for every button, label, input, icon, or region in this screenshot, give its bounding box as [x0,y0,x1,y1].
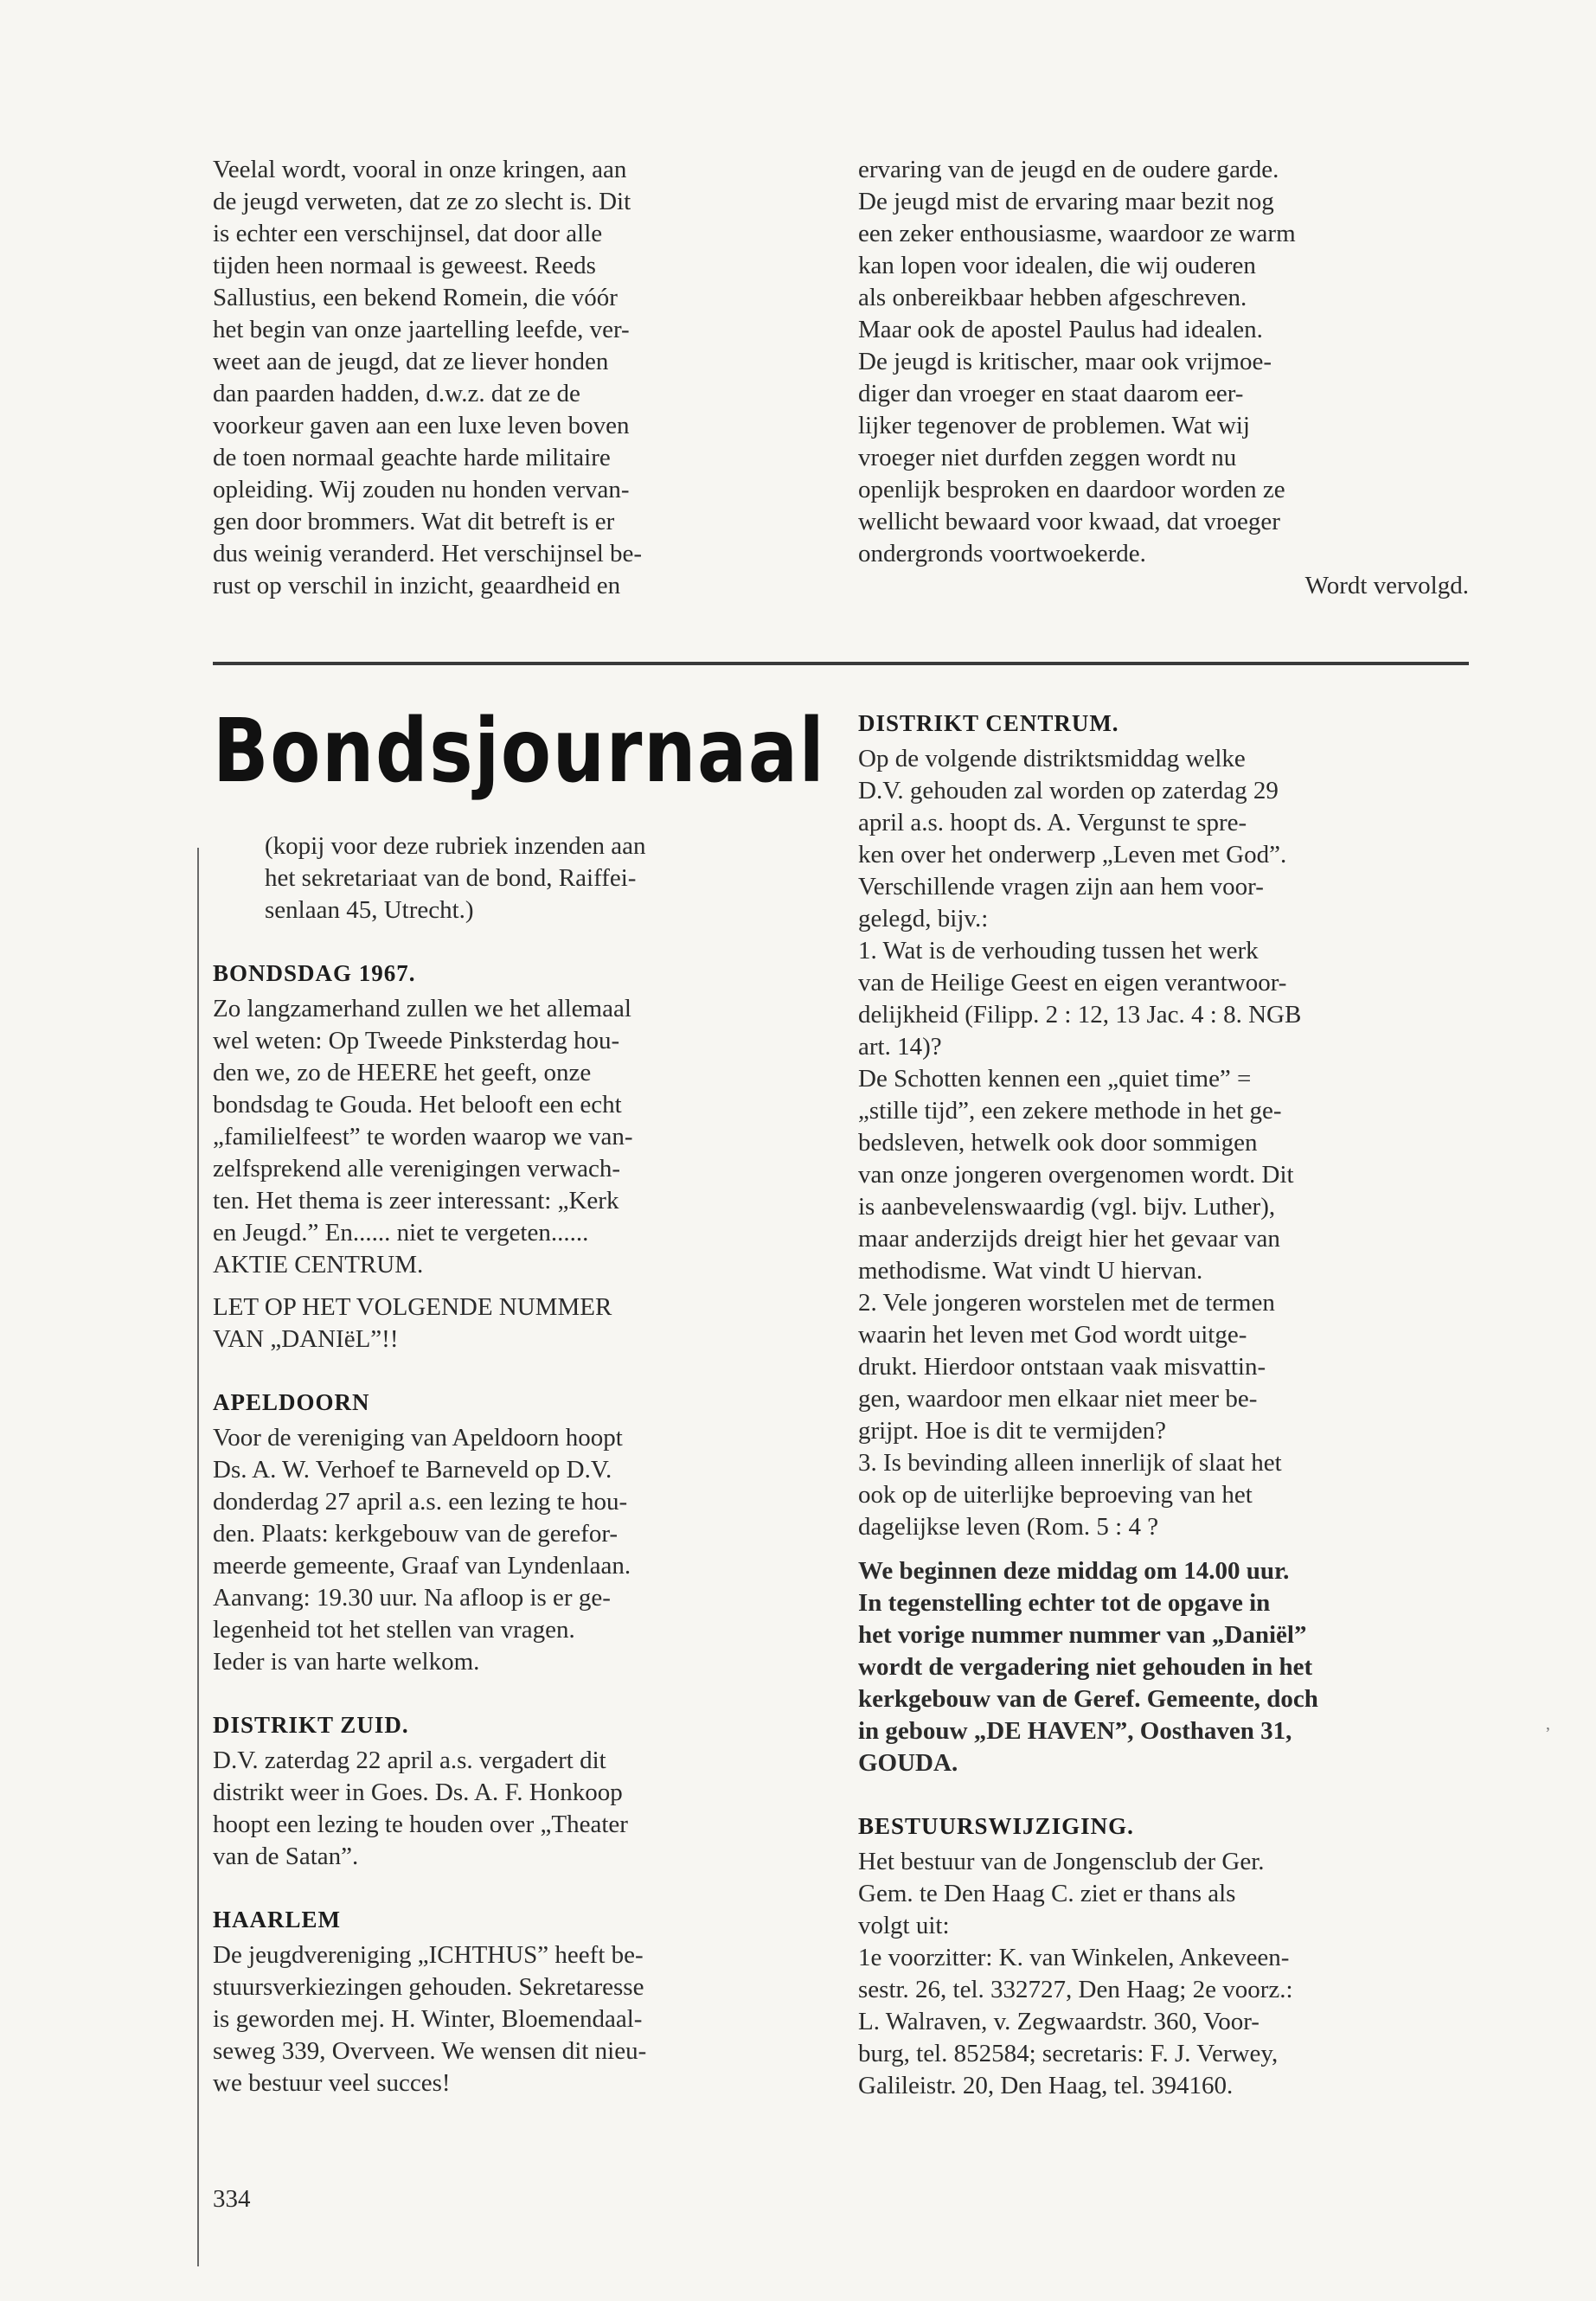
text-line: D.V. zaterdag 22 april a.s. vergadert dit [213,1747,606,1774]
text-line: delijkheid (Filipp. 2 : 12, 13 Jac. 4 : 8. NGB [858,1001,1302,1029]
text-line: burg, tel. 852584; secretaris: F. J. Verwey, [858,2040,1279,2067]
text-line: gelegd, bijv.: [858,905,989,933]
text-line: is aanbevelenswaardig (vgl. bijv. Luther), [858,1193,1276,1221]
text-line: De Schotten kennen een „quiet time” = [858,1065,1252,1093]
text-line: Verschillende vragen zijn aan hem voor- [858,873,1264,901]
text-line: wellicht bewaard voor kwaad, dat vroeger [858,508,1280,535]
text-line: tijden heen normaal is geweest. Reeds [213,252,596,279]
text-line: het begin van onze jaartelling leefde, ver- [213,316,630,343]
text-line: distrikt weer in Goes. Ds. A. F. Honkoop [213,1779,623,1806]
text-line: senlaan 45, Utrecht.) [265,896,474,924]
text-line: maar anderzijds dreigt hier het gevaar van [858,1225,1280,1253]
text-line: Veelal wordt, vooral in onze kringen, aan [213,156,627,183]
text-line: Zo langzamerhand zullen we het allemaal [213,995,631,1022]
text-line: donderdag 27 april a.s. een lezing te hou- [213,1488,628,1516]
text-line: gen door brommers. Wat dit betreft is er [213,508,615,535]
text-line: we bestuur veel succes! [213,2069,451,2097]
text-line: vroeger niet durfden zeggen wordt nu [858,444,1237,471]
text-line: en Jeugd.” En...... niet te vergeten...... [213,1219,589,1247]
text-line: wel weten: Op Tweede Pinksterdag hou- [213,1027,620,1054]
text-line: het sekretariaat van de bond, Raiffei- [265,864,637,892]
text-line: waarin het leven met God wordt uitge- [858,1321,1247,1349]
text-line: D.V. gehouden zal worden op zaterdag 29 [858,777,1279,804]
text-line: wordt de vergadering niet gehouden in het [858,1653,1313,1681]
text-line: dagelijkse leven (Rom. 5 : 4 ? [858,1513,1159,1541]
intro-note [213,830,824,926]
text-line: van onze jongeren overgenomen wordt. Dit [858,1161,1294,1189]
scan-speck: , [1546,1715,1550,1734]
text-line: Het bestuur van de Jongensclub der Ger. [858,1848,1265,1875]
text-line: Sallustius, een bekend Romein, die vóór [213,284,618,311]
section-divider [213,662,1469,665]
text-line: weet aan de jeugd, dat ze liever honden [213,348,609,375]
section-heading-bestuurswijziging: BESTUURSWIJZIGING. [858,1813,1134,1839]
text-line: We beginnen deze middag om 14.00 uur. [858,1557,1290,1585]
text-line: AKTIE CENTRUM. [213,1251,424,1279]
text-line: van de Satan”. [213,1843,359,1870]
text-line: 1. Wat is de verhouding tussen het werk [858,937,1259,965]
text-line: de toen normaal geachte harde militaire [213,444,611,471]
text-line: LET OP HET VOLGENDE NUMMER [213,1293,612,1321]
text-line: lijker tegenover de problemen. Wat wij [858,412,1250,439]
text-line: het vorige nummer nummer van „Daniël” [858,1621,1307,1649]
text-line: openlijk besproken en daardoor worden ze [858,476,1285,503]
text-line: dan paarden hadden, d.w.z. dat ze de [213,380,580,407]
text-line: kan lopen voor idealen, die wij ouderen [858,252,1256,279]
text-line: is echter een verschijnsel, dat door alle [213,220,603,247]
text-line: de jeugd verweten, dat ze zo slecht is. Dit [213,188,631,215]
text-line: Ds. A. W. Verhoef te Barneveld op D.V. [213,1456,612,1484]
text-line: stuursverkiezingen gehouden. Sekretaresse [213,1973,644,2001]
text-line: rust op verschil in inzicht, geaardheid en [213,572,621,599]
text-line: Aanvang: 19.30 uur. Na afloop is er ge- [213,1584,611,1612]
scan-margin-line [197,848,199,2266]
section-heading-distrikt-zuid: DISTRIKT ZUID. [213,1712,409,1738]
section-heading-apeldoorn: APELDOORN [213,1389,370,1415]
section-heading-bondsdag: BONDSDAG 1967. [213,960,416,986]
continued-note: Wordt vervolgd. [1304,572,1469,599]
text-line: (kopij voor deze rubriek inzenden aan [265,832,646,860]
page-number: 334 [213,2185,251,2213]
text-line: van de Heilige Geest en eigen verantwoor- [858,969,1287,997]
text-line: „stille tijd”, een zekere methode in het ge- [858,1097,1282,1125]
text-line: In tegenstelling echter tot de opgave in [858,1589,1271,1617]
text-line: De jeugdvereniging „ICHTHUS” heeft be- [213,1941,644,1969]
text-line: sestr. 26, tel. 332727, Den Haag; 2e voorz.: [858,1976,1293,2003]
text-line: methodisme. Wat vindt U hiervan. [858,1257,1203,1285]
section-heading-haarlem: HAARLEM [213,1907,341,1932]
text-line: gen, waardoor men elkaar niet meer be- [858,1385,1258,1413]
text-line: „familielfeest” te worden waarop we van- [213,1123,633,1150]
text-line: Maar ook de apostel Paulus had idealen. [858,316,1263,343]
text-line: Gem. te Den Haag C. ziet er thans als [858,1880,1236,1907]
text-line: opleiding. Wij zouden nu honden vervan- [213,476,630,503]
text-line: in gebouw „DE HAVEN”, Oosthaven 31, [858,1717,1292,1745]
text-line: legenheid tot het stellen van vragen. [213,1616,575,1644]
article-continuation-right [858,154,1469,602]
text-line: dus weinig veranderd. Het verschijnsel be- [213,540,643,567]
text-line: bedsleven, hetwelk ook door sommigen [858,1129,1258,1157]
masthead-title: Bondsjournaal [213,700,826,803]
meeting-notice [858,1555,1469,1779]
text-line: volgt uit: [858,1912,950,1939]
text-line: den we, zo de HEERE het geeft, onze [213,1059,592,1086]
text-line: art. 14)? [858,1033,942,1061]
text-line: is geworden mej. H. Winter, Bloemendaal- [213,2005,643,2033]
text-line: ken over het onderwerp „Leven met God”. [858,841,1287,868]
text-line: ervaring van de jeugd en de oudere garde. [858,156,1279,183]
section-heading-distrikt-centrum: DISTRIKT CENTRUM. [858,710,1119,736]
text-line: 2. Vele jongeren worstelen met de termen [858,1289,1275,1317]
text-line: VAN „DANIëL”!! [213,1325,399,1353]
text-line: 1e voorzitter: K. van Winkelen, Ankeveen- [858,1944,1290,1971]
text-line: L. Walraven, v. Zegwaardstr. 360, Voor- [858,2008,1259,2035]
text-line: ondergronds voortwoekerde. [858,540,1146,567]
text-line: De jeugd mist de ervaring maar bezit nog [858,188,1274,215]
text-line: als onbereikbaar hebben afgeschreven. [858,284,1247,311]
article-continuation-left [213,154,824,602]
text-line: grijpt. Hoe is dit te vermijden? [858,1417,1166,1445]
text-line: een zeker enthousiasme, waardoor ze warm [858,220,1296,247]
text-line: Voor de vereniging van Apeldoorn hoopt [213,1424,623,1452]
text-line: hoopt een lezing te houden over „Theater [213,1811,628,1838]
text-line: ook op de uiterlijke beproeving van het [858,1481,1253,1509]
text-line: drukt. Hierdoor ontstaan vaak misvattin- [858,1353,1266,1381]
text-line: ten. Het thema is zeer interessant: „Kerk [213,1187,619,1215]
text-line: 3. Is bevinding alleen innerlijk of slaat het [858,1449,1282,1477]
text-line: zelfsprekend alle verenigingen verwach- [213,1155,621,1183]
text-line: kerkgebouw van de Geref. Gemeente, doch [858,1685,1318,1713]
text-line: meerde gemeente, Graaf van Lyndenlaan. [213,1552,631,1580]
text-line: GOUDA. [858,1749,958,1777]
text-line: den. Plaats: kerkgebouw van de gerefor- [213,1520,619,1548]
text-line: diger dan vroeger en staat daarom eer- [858,380,1244,407]
text-line: voorkeur gaven aan een luxe leven boven [213,412,630,439]
text-line: Op de volgende distriktsmiddag welke [858,745,1246,772]
text-line: seweg 339, Overveen. We wensen dit nieu- [213,2037,647,2065]
text-line: bondsdag te Gouda. Het belooft een echt [213,1091,622,1118]
text-line: De jeugd is kritischer, maar ook vrijmoe- [858,348,1272,375]
bondsjournaal-right-column [858,708,1469,2102]
text-line: april a.s. hoopt ds. A. Vergunst te spre- [858,809,1247,836]
text-line: Ieder is van harte welkom. [213,1648,480,1676]
bondsjournaal-left-column [213,830,824,2099]
text-line: Galileistr. 20, Den Haag, tel. 394160. [858,2072,1234,2099]
